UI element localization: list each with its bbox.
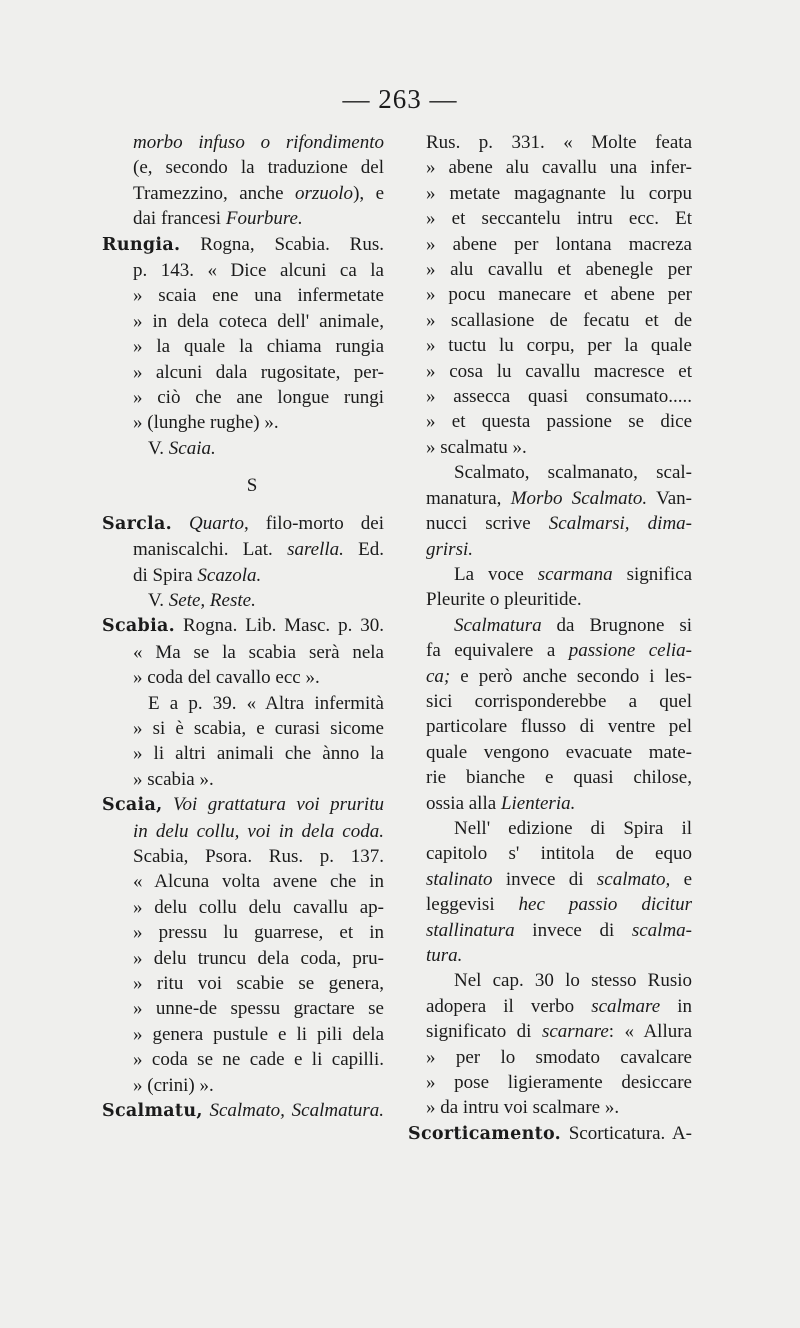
text-line: V. Sete, Reste. <box>148 589 256 611</box>
text-line: » pocu manecare et abene per <box>426 284 692 306</box>
text-line: » tuctu lu corpu, per la quale <box>426 335 692 357</box>
text-line: » scaia ene una infermetate <box>133 285 384 307</box>
text-line: grirsi. <box>426 538 473 560</box>
text-line: Nell' edizione di Spira il <box>454 817 692 839</box>
text-line: » si è scabia, e curasi sicome <box>133 717 384 739</box>
text-line: » et seccantelu intru ecc. Et <box>426 208 692 230</box>
text-line: rie bianche e quasi chilose, <box>426 767 692 789</box>
text-line: » delu truncu dela coda, pru- <box>133 947 384 969</box>
text-line: Pleurite o pleuritide. <box>426 589 582 611</box>
text-line: adopera il verbo scalmare in <box>426 995 692 1017</box>
text-line: » abene alu cavallu una infer- <box>426 157 692 179</box>
headword: Scorticamento. <box>408 1123 562 1144</box>
text-line: » scabia ». <box>133 768 214 790</box>
text-line: » ciò che ane longue rungi <box>133 387 384 409</box>
text-line: sici corrisponderebbe a quel <box>426 690 692 712</box>
text-line: Nel cap. 30 lo stesso Rusio <box>454 970 692 992</box>
text-line: » la quale la chiama rungia <box>133 336 384 358</box>
entry-scabia: Scabia. Rogna. Lib. Masc. p. 30. <box>102 615 384 637</box>
text-line: morbo infuso o rifondimento <box>133 132 384 153</box>
text-line: » per lo smodato cavalcare <box>426 1046 692 1068</box>
text-line: » da intru voi scalmare ». <box>426 1097 620 1119</box>
text-line: in delu collu, voi in dela coda. <box>133 820 384 842</box>
text-line: p. 143. « Dice alcuni ca la <box>133 260 384 282</box>
text-line: tura. <box>426 945 463 966</box>
text-line: » abene per lontana macreza <box>426 233 692 255</box>
text-line: E a p. 39. « Altra infermità <box>148 692 384 714</box>
entry-sarcla: Sarcla. Quarto, filo-morto dei <box>102 512 385 534</box>
entry-rungia: Rungia. Rogna, Scabia. Rus. <box>102 233 384 255</box>
text-line: stallinatura invece di scalma- <box>426 919 692 941</box>
entry-scaia: Scaia, Voi grattatura voi pruritu <box>102 794 384 816</box>
section-letter: S <box>246 475 258 497</box>
text-line: nucci scrive Scalmarsi, dima- <box>426 513 693 535</box>
text-line: significato di scarnare: « Allura <box>426 1021 692 1043</box>
text-line: Scalmatura da Brugnone si <box>454 614 692 636</box>
text-line: » (lunghe rughe) ». <box>133 412 279 434</box>
entry-scalmatu: Scalmatu, Scalmato, Scalmatura. <box>102 1100 384 1122</box>
text-line: » (crini) ». <box>133 1074 214 1096</box>
text-line: dai francesi Fourbure. <box>133 208 303 230</box>
text-line: stalinato invece di scalmato, e <box>426 868 692 890</box>
text-line: ca; e però anche secondo i les- <box>426 665 692 687</box>
text-line: » coda se ne cade e li capilli. <box>133 1049 384 1071</box>
text-line: leggevisi hec passio dicitur <box>426 894 692 916</box>
headword: Rungia. <box>102 234 181 255</box>
text-line: Scalmato, scalmanato, scal- <box>454 462 692 484</box>
page-number: — 263 — <box>342 84 458 114</box>
text-line: « Alcuna volta avene che in <box>133 871 384 893</box>
text-line: quale vengono evacuate mate- <box>426 741 692 763</box>
text-line: » ritu voi scabie se genera, <box>133 973 384 994</box>
text-line: » scalmatu ». <box>426 436 527 458</box>
text-line: » alcuni dala rugositate, per- <box>133 361 384 383</box>
text-line: La voce scarmana significa <box>454 563 692 585</box>
text-line: maniscalchi. Lat. sarella. Ed. <box>133 539 384 561</box>
text-line: » in dela coteca dell' animale, <box>133 310 384 332</box>
left-column <box>102 130 385 1124</box>
text-line: particolare flusso di ventre pel <box>426 716 692 738</box>
text-line: fa equivalere a passione celia- <box>426 640 692 662</box>
text-line: Scabia, Psora. Rus. p. 137. <box>133 845 384 867</box>
text-line: (e, secondo la traduzione del <box>133 157 384 179</box>
right-column <box>408 130 693 1147</box>
text-line: » scallasione de fecatu et de <box>426 309 692 331</box>
headword: Scaia, <box>102 795 163 816</box>
headword: Scalmatu, <box>102 1101 203 1122</box>
headword: Scabia. <box>102 616 176 637</box>
text-line: V. Scaia. <box>148 437 216 459</box>
text-line: » metate magagnante lu corpu <box>426 182 692 204</box>
text-line: Tramezzino, anche orzuolo), e <box>133 182 385 204</box>
text-line: di Spira Scazola. <box>133 564 262 586</box>
text-line: ossia alla Lienteria. <box>426 792 576 814</box>
text-line: « Ma se la scabia serà nela <box>133 641 384 663</box>
text-line: » alu cavallu et abenegle per <box>426 259 692 281</box>
text-line: capitolo s' intitola de equo <box>426 843 692 865</box>
text-line: » assecca quasi consumato..... <box>426 386 692 408</box>
text-line: » cosa lu cavallu macresce et <box>426 360 692 382</box>
text-line: » unne-de spessu gractare se <box>133 998 384 1020</box>
text-line: » genera pustule e li pili dela <box>133 1023 384 1045</box>
text-line: » pose ligieramente desiccare <box>426 1072 692 1094</box>
text-line: manatura, Morbo Scalmato. Van- <box>426 487 692 509</box>
text-line: » coda del cavallo ecc ». <box>133 667 320 689</box>
text-line: » et questa passione se dice <box>426 411 692 433</box>
entry-scorticamento: Scorticamento. Scorticatura. A- <box>408 1122 692 1144</box>
text-line: » pressu lu guarrese, et in <box>133 922 384 944</box>
text-line: » li altri animali che ànno la <box>133 743 384 765</box>
text-line: Rus. p. 331. « Molte feata <box>426 132 692 153</box>
text-line: » delu collu delu cavallu ap- <box>133 896 384 918</box>
headword: Sarcla. <box>102 513 173 534</box>
